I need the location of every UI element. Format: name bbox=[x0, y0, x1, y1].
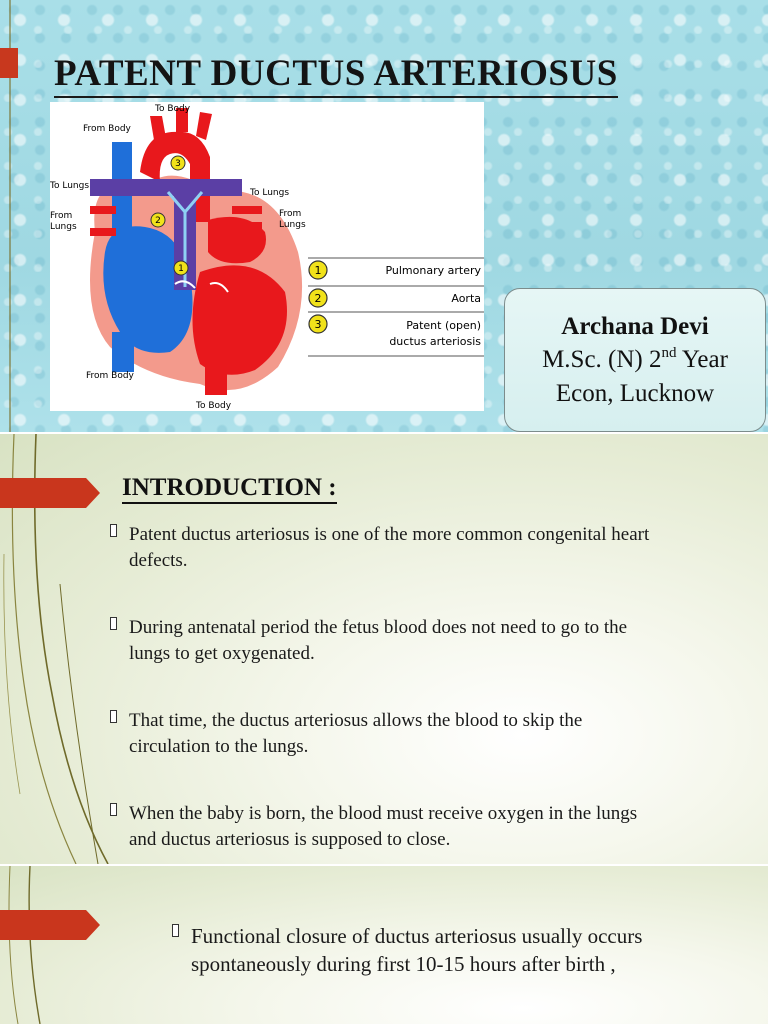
aorta-descending bbox=[205, 327, 227, 395]
label-to-body-bottom: To Body bbox=[196, 401, 232, 411]
bullet-line: When the baby is born, the blood must receive oxygen in the lungs bbox=[129, 803, 638, 824]
degree-suffix: Year bbox=[676, 346, 728, 373]
accent-arrow bbox=[0, 478, 100, 508]
bullet-line: Patent ductus arteriosus is one of the more common congenital heart bbox=[129, 524, 650, 545]
legend-num-3: 3 bbox=[314, 318, 322, 331]
bullet-line: circulation to the lungs. bbox=[129, 736, 309, 757]
badge-1-text: 1 bbox=[178, 264, 184, 274]
section-heading: INTRODUCTION : bbox=[122, 474, 337, 504]
label-from-body-top: From Body bbox=[83, 124, 131, 134]
list-item bbox=[110, 801, 730, 853]
bullet-line: lungs to get oxygenated. bbox=[129, 643, 315, 664]
pulmonary-vein bbox=[90, 228, 116, 236]
page-title: PATENT DUCTUS ARTERIOSUS bbox=[54, 54, 618, 98]
bullet-list bbox=[110, 522, 730, 853]
label-from-lungs-right-1: From bbox=[279, 209, 302, 219]
slide-title bbox=[0, 0, 768, 432]
slide-closure bbox=[0, 866, 768, 1024]
accent-bar bbox=[0, 48, 18, 78]
label-to-lungs-right: To Lungs bbox=[250, 188, 290, 198]
label-from-lungs-left-1: From bbox=[50, 211, 73, 221]
bullet-icon bbox=[110, 803, 117, 816]
heart-diagram bbox=[50, 102, 484, 411]
author-institution: Econ, Lucknow bbox=[555, 380, 715, 407]
legend-num-1: 1 bbox=[314, 264, 322, 277]
author-name: Archana Devi bbox=[561, 313, 709, 340]
list-item bbox=[172, 922, 732, 978]
label-from-body-bottom: From Body bbox=[86, 371, 134, 381]
bullet-list bbox=[172, 922, 732, 978]
decorative-vines bbox=[0, 866, 110, 1024]
badge-3-text: 3 bbox=[175, 159, 181, 169]
list-item bbox=[110, 615, 730, 667]
bullet-icon bbox=[110, 710, 117, 723]
label-to-lungs-left: To Lungs bbox=[50, 181, 90, 191]
bullet-icon bbox=[172, 924, 179, 937]
bullet-line: and ductus arteriosus is supposed to close. bbox=[129, 829, 451, 850]
pulmonary-vein bbox=[232, 222, 262, 230]
badge-2-text: 2 bbox=[155, 216, 161, 226]
bullet-line: During antenatal period the fetus blood does not need to go to the bbox=[129, 617, 628, 638]
bullet-line: spontaneously during first 10-15 hours after birth , bbox=[191, 952, 616, 976]
list-item bbox=[110, 522, 730, 574]
legend-text-1: Pulmonary artery bbox=[385, 264, 481, 277]
pulmonary-vein bbox=[232, 206, 262, 214]
bullet-icon bbox=[110, 617, 117, 630]
bullet-line: defects. bbox=[129, 550, 188, 571]
legend-text-2: Aorta bbox=[451, 292, 481, 305]
vena-cava-inferior bbox=[112, 332, 134, 372]
bullet-line: Functional closure of ductus arteriosus usually occurs bbox=[191, 924, 643, 948]
author-degree bbox=[505, 343, 765, 377]
label-from-lungs-left-2: Lungs bbox=[50, 222, 77, 232]
pulmonary-artery-branch bbox=[90, 179, 242, 196]
accent-arrow bbox=[0, 910, 100, 940]
legend-num-2: 2 bbox=[314, 292, 322, 305]
slide-introduction bbox=[0, 434, 768, 864]
label-to-body-top: To Body bbox=[155, 104, 191, 114]
bullet-icon bbox=[110, 524, 117, 537]
pulmonary-vein bbox=[90, 206, 116, 214]
list-item bbox=[110, 708, 730, 760]
degree-sup: nd bbox=[661, 345, 677, 361]
label-from-lungs-right-2: Lungs bbox=[279, 220, 306, 230]
legend-text-3b: ductus arteriosis bbox=[389, 335, 481, 348]
bullet-line: That time, the ductus arteriosus allows the blood to skip the bbox=[129, 710, 583, 731]
author-card bbox=[504, 288, 766, 432]
degree-prefix: M.Sc. (N) 2 bbox=[542, 346, 662, 373]
heart-diagram-svg bbox=[50, 102, 484, 411]
legend-text-3: Patent (open) bbox=[406, 319, 481, 332]
